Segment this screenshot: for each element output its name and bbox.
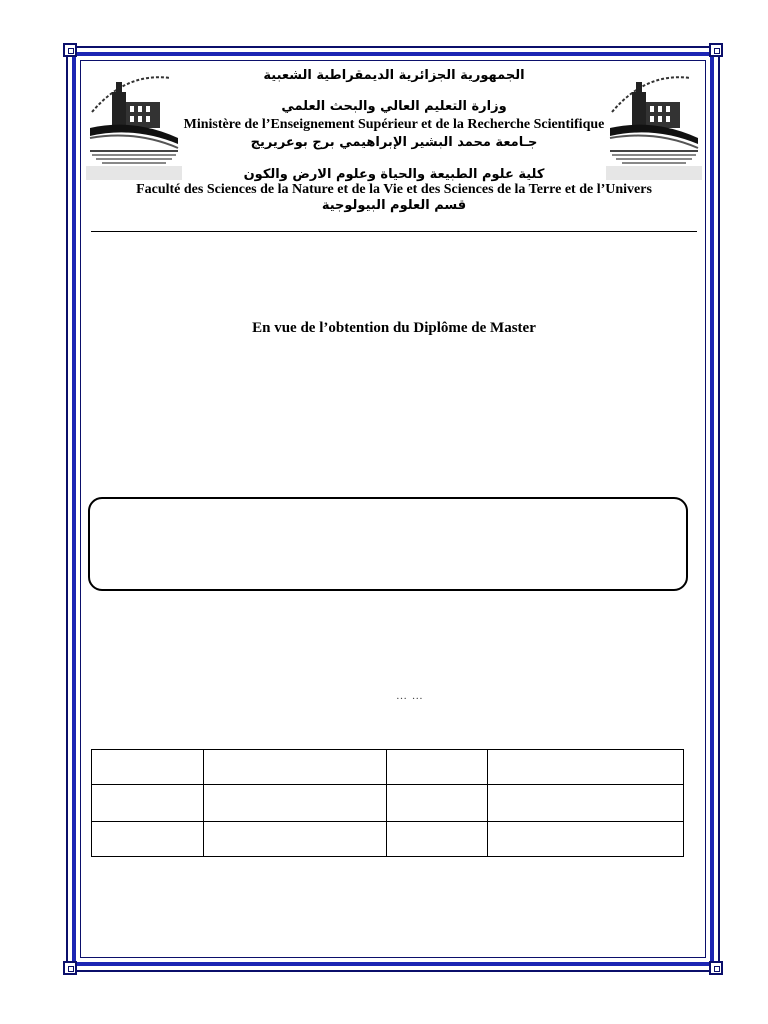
department-name-ar: قسم العلوم البيولوجية <box>321 198 467 213</box>
faculty-name-ar: كلية علوم الطبيعة والحياة وعلوم الارض والكون <box>243 167 545 182</box>
ministry-name-fr: Ministère de l’Enseignement Supérieur et de la Recherche Scientifique <box>183 117 605 132</box>
table-cell <box>92 822 204 857</box>
table-cell <box>488 785 684 822</box>
header-divider <box>91 231 697 232</box>
table-cell <box>92 750 204 785</box>
university-logo-icon <box>86 68 182 180</box>
frame-corner-bottom-left <box>63 961 77 975</box>
table-cell <box>387 785 488 822</box>
university-logo-icon <box>606 68 702 180</box>
table-cell <box>387 750 488 785</box>
author-placeholder-dots: … … <box>396 690 424 702</box>
table-cell <box>387 822 488 857</box>
frame-corner-top-left <box>63 43 77 57</box>
table-cell <box>92 785 204 822</box>
university-logo-left <box>86 68 182 180</box>
document-header <box>180 66 608 184</box>
jury-table <box>91 749 684 857</box>
table-row <box>92 822 684 857</box>
table-cell <box>488 750 684 785</box>
table-cell <box>488 822 684 857</box>
frame-corner-top-right <box>709 43 723 57</box>
ministry-name-ar: وزارة التعليم العالي والبحث العلمي <box>281 99 507 114</box>
university-logo-right <box>606 68 702 180</box>
republic-name-ar: الجمهورية الجزائرية الديمقراطية الشعبية <box>263 68 525 83</box>
table-cell <box>204 750 387 785</box>
frame-corner-bottom-right <box>709 961 723 975</box>
university-name-ar: جـامعة محمد البشير الإبراهيمي برج بوعريريج <box>250 135 538 150</box>
table-row <box>92 750 684 785</box>
thesis-title-box <box>88 497 688 591</box>
faculty-name-fr: Faculté des Sciences de la Nature et de la Vie et des Sciences de la Terre et de l’Univers <box>136 182 652 197</box>
table-cell <box>204 785 387 822</box>
table-row <box>92 785 684 822</box>
degree-subtitle: En vue de l’obtention du Diplôme de Master <box>252 320 536 336</box>
table-cell <box>204 822 387 857</box>
